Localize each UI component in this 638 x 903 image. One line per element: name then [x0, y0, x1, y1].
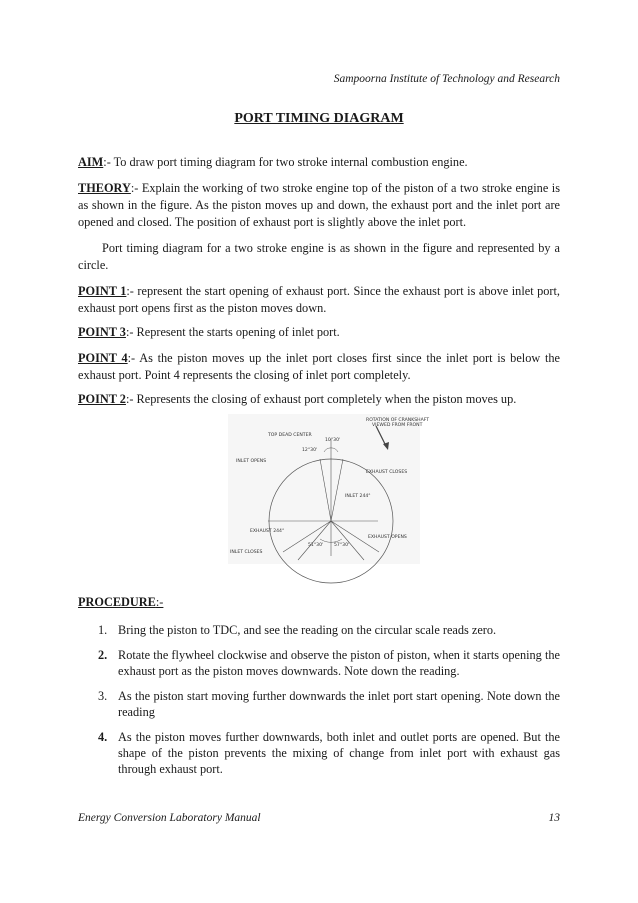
procedure-step — [78, 622, 560, 638]
diagram-background — [228, 414, 420, 564]
page-title: PORT TIMING DIAGRAM — [234, 111, 404, 126]
diagram-svg — [228, 414, 430, 564]
point-2-paragraph — [78, 391, 560, 408]
label-inlet-closes: INLET CLOSES — [230, 550, 263, 555]
procedure-step-number: 3. — [98, 689, 108, 703]
procedure-step-number: 2. — [98, 648, 108, 662]
point-1-text: :- represent the start opening of exhaust port. Since the exhaust port is above inlet port, exhaust port opens first as the piston moves down. — [78, 284, 560, 315]
label-tdc: TOP DEAD CENTER — [268, 433, 312, 438]
point-4-text: :- As the piston moves up the inlet port closes first since the inlet port is below the exhaust port. Point 4 represents the closing of inlet port completely. — [78, 351, 560, 382]
label-exhaust-closes: EXHAUST CLOSES — [366, 470, 408, 475]
aim-paragraph — [78, 154, 560, 171]
point-2-label: POINT 2 — [78, 392, 126, 406]
aim-label: AIM — [78, 155, 104, 169]
label-viewed: VIEWED FROM FRONT — [372, 423, 423, 428]
label-inlet-opens: INLET OPENS — [236, 459, 267, 464]
port-timing-diagram — [228, 414, 430, 564]
procedure-step — [78, 647, 560, 679]
procedure-step — [78, 688, 560, 720]
procedure-step-text: Bring the piston to TDC, and see the reading on the circular scale reads zero. — [118, 623, 497, 637]
label-exhaust-244: EXHAUST 244° — [250, 529, 285, 534]
point-1-paragraph — [78, 283, 560, 317]
footer-manual-title: Energy Conversion Laboratory Manual — [78, 812, 261, 824]
label-exhaust-opens: EXHAUST OPENS — [368, 535, 407, 540]
point-4-label: POINT 4 — [78, 351, 128, 365]
procedure-step-text: As the piston start moving further downwards the inlet port start opening. Note down the reading — [118, 689, 560, 719]
label-angle-12-30: 12°30' — [302, 448, 318, 453]
label-angle-51-30: 51°30' — [308, 543, 324, 548]
theory-paragraph — [78, 180, 560, 231]
point-3-label: POINT 3 — [78, 325, 126, 339]
label-rotation: ROTATION OF CRANKSHAFT — [366, 418, 430, 423]
procedure-step-number: 1. — [98, 623, 108, 637]
point-3-text: :- Represent the starts opening of inlet port. — [125, 325, 340, 339]
point-1-label: POINT 1 — [78, 284, 127, 298]
footer-page-number: 13 — [548, 812, 560, 824]
procedure-heading — [78, 595, 163, 610]
procedure-step-number: 4. — [98, 730, 108, 744]
port-timing-paragraph: Port timing diagram for a two stroke engine is as shown in the figure and represented by a circle. — [78, 241, 560, 272]
point-4-paragraph — [78, 350, 560, 384]
point-3-paragraph — [78, 324, 560, 341]
procedure-heading-suffix: :- — [155, 595, 164, 609]
label-inlet-244: INLET 244° — [345, 494, 371, 499]
label-angle-57-30: 57°30' — [334, 543, 350, 548]
procedure-step-text: As the piston moves further downwards, both inlet and outlet ports are opened. But the shape of the piston prevents the mixing of change from inlet port with exhaust gas through exhaust port. — [118, 730, 560, 776]
procedure-list — [78, 622, 560, 786]
procedure-heading-label: PROCEDURE — [78, 595, 156, 609]
aim-text: :- To draw port timing diagram for two stroke internal combustion engine. — [103, 155, 468, 169]
theory-label: THEORY — [78, 181, 131, 195]
procedure-step — [78, 729, 560, 777]
theory-text: :- Explain the working of two stroke engine top of the piston of a two stroke engine is as shown in the figure. As the piston moves up and down, the exhaust port and the inlet port are opened and closed. The position of exhaust port is slightly above the inlet port. — [78, 181, 560, 229]
procedure-step-text: Rotate the flywheel clockwise and observe the piston of piston, when it starts opening the exhaust port as the piston moves downwards. Note down the reading. — [118, 648, 560, 678]
point-2-text: :- Represents the closing of exhaust port completely when the piston moves up. — [125, 392, 517, 406]
label-angle-10-30: 10°30' — [325, 438, 341, 443]
header-institute: Sampoorna Institute of Technology and Research — [333, 73, 560, 85]
